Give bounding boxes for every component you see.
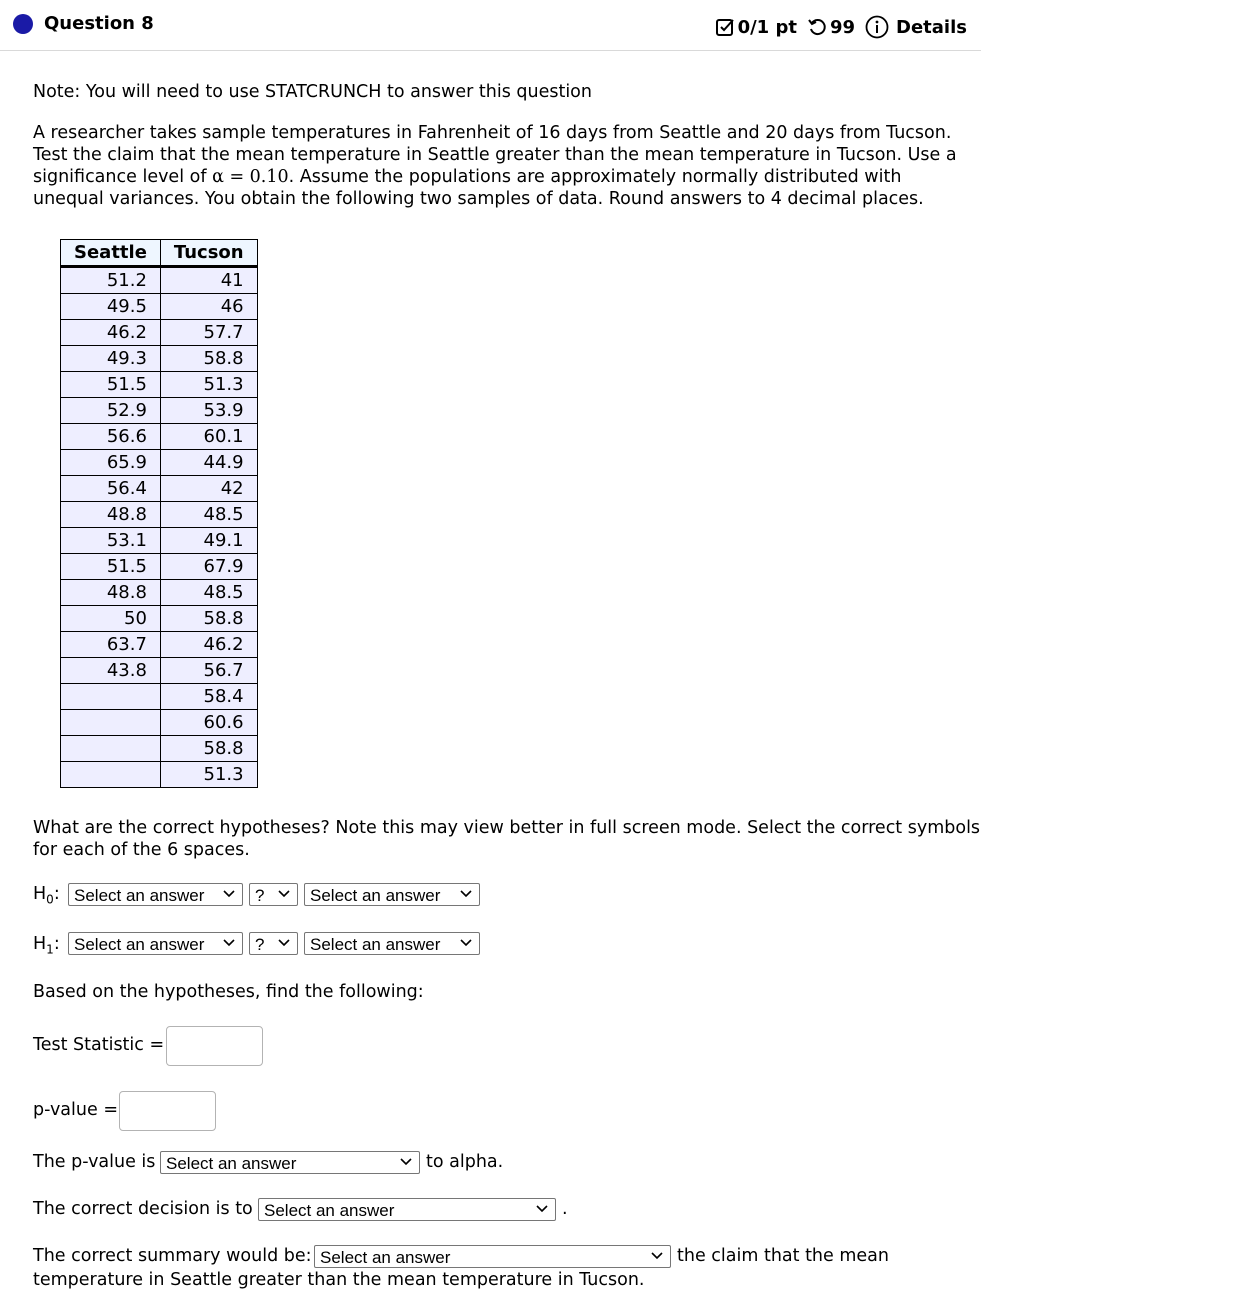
h1-left-value: Select an answer	[74, 935, 205, 954]
chevron-down-icon	[223, 939, 235, 947]
table-row	[61, 710, 258, 736]
seattle-cell	[61, 762, 161, 788]
chevron-down-icon	[460, 890, 472, 898]
based-on-text: Based on the hypotheses, find the following:	[33, 982, 424, 1002]
table-row	[61, 346, 258, 372]
h0-left-value: Select an answer	[74, 886, 205, 905]
seattle-cell: 49.5	[61, 294, 161, 320]
seattle-cell: 49.3	[61, 346, 161, 372]
pvalue-compare-pre: The p-value is	[33, 1152, 156, 1172]
problem-line-2: Test the claim that the mean temperature in Seattle greater than the mean temperature in Tucson. Use a	[33, 145, 957, 165]
tucson-cell: 44.9	[160, 450, 257, 476]
seattle-cell: 56.4	[61, 476, 161, 502]
h1-label	[33, 933, 60, 961]
chevron-down-icon	[400, 1158, 412, 1166]
problem-line-3	[33, 166, 901, 188]
h0-colon: :	[53, 884, 60, 904]
table-row	[61, 320, 258, 346]
column-header-seattle: Seattle	[61, 240, 161, 267]
tucson-cell: 57.7	[160, 320, 257, 346]
seattle-cell	[61, 684, 161, 710]
test-statistic-input[interactable]	[166, 1026, 263, 1066]
seattle-cell: 43.8	[61, 658, 161, 684]
seattle-cell: 51.5	[61, 554, 161, 580]
h0-letter: H	[33, 884, 47, 904]
question-header	[0, 0, 981, 51]
seattle-cell: 51.2	[61, 267, 161, 294]
chevron-down-icon	[278, 939, 290, 947]
h0-label	[33, 883, 60, 911]
chevron-down-icon	[536, 1205, 548, 1213]
chevron-down-icon	[223, 890, 235, 898]
seattle-cell: 50	[61, 606, 161, 632]
hypotheses-prompt-line-2: for each of the 6 spaces.	[33, 840, 250, 860]
decision-post: .	[562, 1199, 568, 1219]
question-meta	[715, 15, 967, 39]
alpha-expression: α = 0.10	[212, 167, 289, 187]
tucson-cell: 51.3	[160, 762, 257, 788]
summary-value: Select an answer	[320, 1248, 451, 1267]
tucson-cell: 41	[160, 267, 257, 294]
h1-letter: H	[33, 934, 47, 954]
tucson-cell: 58.8	[160, 606, 257, 632]
summary-post: the claim that the mean	[677, 1246, 889, 1266]
seattle-cell: 63.7	[61, 632, 161, 658]
table-row	[61, 554, 258, 580]
table-row	[61, 398, 258, 424]
pvalue-compare-select[interactable]	[160, 1151, 420, 1174]
h0-right-value: Select an answer	[310, 886, 441, 905]
decision-pre: The correct decision is to	[33, 1199, 253, 1219]
score-text: 0/1 pt	[737, 16, 797, 38]
h0-right-select[interactable]	[304, 883, 480, 906]
problem-line-3-post: . Assume the populations are approximately normally distributed with	[288, 167, 902, 187]
seattle-cell: 46.2	[61, 320, 161, 346]
seattle-cell: 51.5	[61, 372, 161, 398]
problem-line-1: A researcher takes sample temperatures in Fahrenheit of 16 days from Seattle and 20 days from Tucson.	[33, 123, 952, 143]
seattle-cell	[61, 736, 161, 762]
table-row	[61, 528, 258, 554]
tucson-cell: 58.8	[160, 736, 257, 762]
seattle-cell: 65.9	[61, 450, 161, 476]
tucson-cell: 46	[160, 294, 257, 320]
pvalue-compare-post: to alpha.	[426, 1152, 504, 1172]
h0-operator-value: ?	[255, 886, 265, 905]
h1-colon: :	[53, 934, 60, 954]
h1-right-select[interactable]	[304, 932, 480, 955]
problem-line-4: unequal variances. You obtain the following two samples of data. Round answers to 4 decimal places.	[33, 189, 924, 209]
table-row	[61, 684, 258, 710]
chevron-down-icon	[278, 890, 290, 898]
attempts-count: 99	[829, 16, 856, 38]
pvalue-compare-value: Select an answer	[166, 1154, 297, 1173]
tucson-cell: 51.3	[160, 372, 257, 398]
question-status-dot-icon	[13, 14, 33, 34]
decision-value: Select an answer	[264, 1201, 395, 1220]
pvalue-label: p-value =	[33, 1100, 118, 1120]
seattle-cell: 48.8	[61, 580, 161, 606]
decision-select[interactable]	[258, 1198, 556, 1221]
table-row	[61, 372, 258, 398]
retry-icon	[807, 17, 827, 37]
tucson-cell: 48.5	[160, 580, 257, 606]
tucson-cell: 58.8	[160, 346, 257, 372]
table-row	[61, 450, 258, 476]
table-row	[61, 632, 258, 658]
details-link[interactable]: Details	[896, 16, 967, 38]
tucson-cell: 46.2	[160, 632, 257, 658]
h1-operator-value: ?	[255, 935, 265, 954]
seattle-cell: 52.9	[61, 398, 161, 424]
pvalue-input[interactable]	[119, 1091, 216, 1131]
chevron-down-icon	[460, 939, 472, 947]
table-row	[61, 502, 258, 528]
tucson-cell: 49.1	[160, 528, 257, 554]
score-check-icon	[715, 17, 735, 37]
table-row	[61, 580, 258, 606]
table-row	[61, 476, 258, 502]
h1-left-select[interactable]	[68, 932, 243, 955]
tucson-cell: 56.7	[160, 658, 257, 684]
seattle-cell	[61, 710, 161, 736]
note-text: Note: You will need to use STATCRUNCH to answer this question	[33, 82, 592, 102]
question-title: Question 8	[44, 13, 154, 34]
h0-left-select[interactable]	[68, 883, 243, 906]
seattle-cell: 53.1	[61, 528, 161, 554]
column-header-tucson: Tucson	[160, 240, 257, 267]
problem-line-3-pre: significance level of	[33, 167, 213, 187]
summary-line-2: temperature in Seattle greater than the mean temperature in Tucson.	[33, 1270, 645, 1290]
seattle-cell: 56.6	[61, 424, 161, 450]
table-row	[61, 424, 258, 450]
h1-subscript: 1	[46, 942, 54, 957]
h1-right-value: Select an answer	[310, 935, 441, 954]
info-icon[interactable]	[865, 15, 889, 39]
tucson-cell: 67.9	[160, 554, 257, 580]
hypotheses-prompt-line-1: What are the correct hypotheses? Note this may view better in full screen mode. Select the correct symbols	[33, 818, 981, 838]
data-table	[60, 239, 258, 788]
tucson-cell: 42	[160, 476, 257, 502]
tucson-cell: 48.5	[160, 502, 257, 528]
h0-subscript: 0	[46, 892, 54, 907]
table-row	[61, 294, 258, 320]
table-row	[61, 606, 258, 632]
test-statistic-label: Test Statistic =	[33, 1035, 165, 1055]
table-row	[61, 658, 258, 684]
tucson-cell: 60.1	[160, 424, 257, 450]
h0-operator-select[interactable]	[249, 883, 298, 906]
tucson-cell: 53.9	[160, 398, 257, 424]
summary-pre: The correct summary would be:	[33, 1246, 312, 1266]
table-row	[61, 736, 258, 762]
tucson-cell: 58.4	[160, 684, 257, 710]
summary-select[interactable]	[314, 1245, 671, 1268]
table-row	[61, 762, 258, 788]
table-row	[61, 267, 258, 294]
tucson-cell: 60.6	[160, 710, 257, 736]
seattle-cell: 48.8	[61, 502, 161, 528]
h1-operator-select[interactable]	[249, 932, 298, 955]
chevron-down-icon	[651, 1252, 663, 1260]
